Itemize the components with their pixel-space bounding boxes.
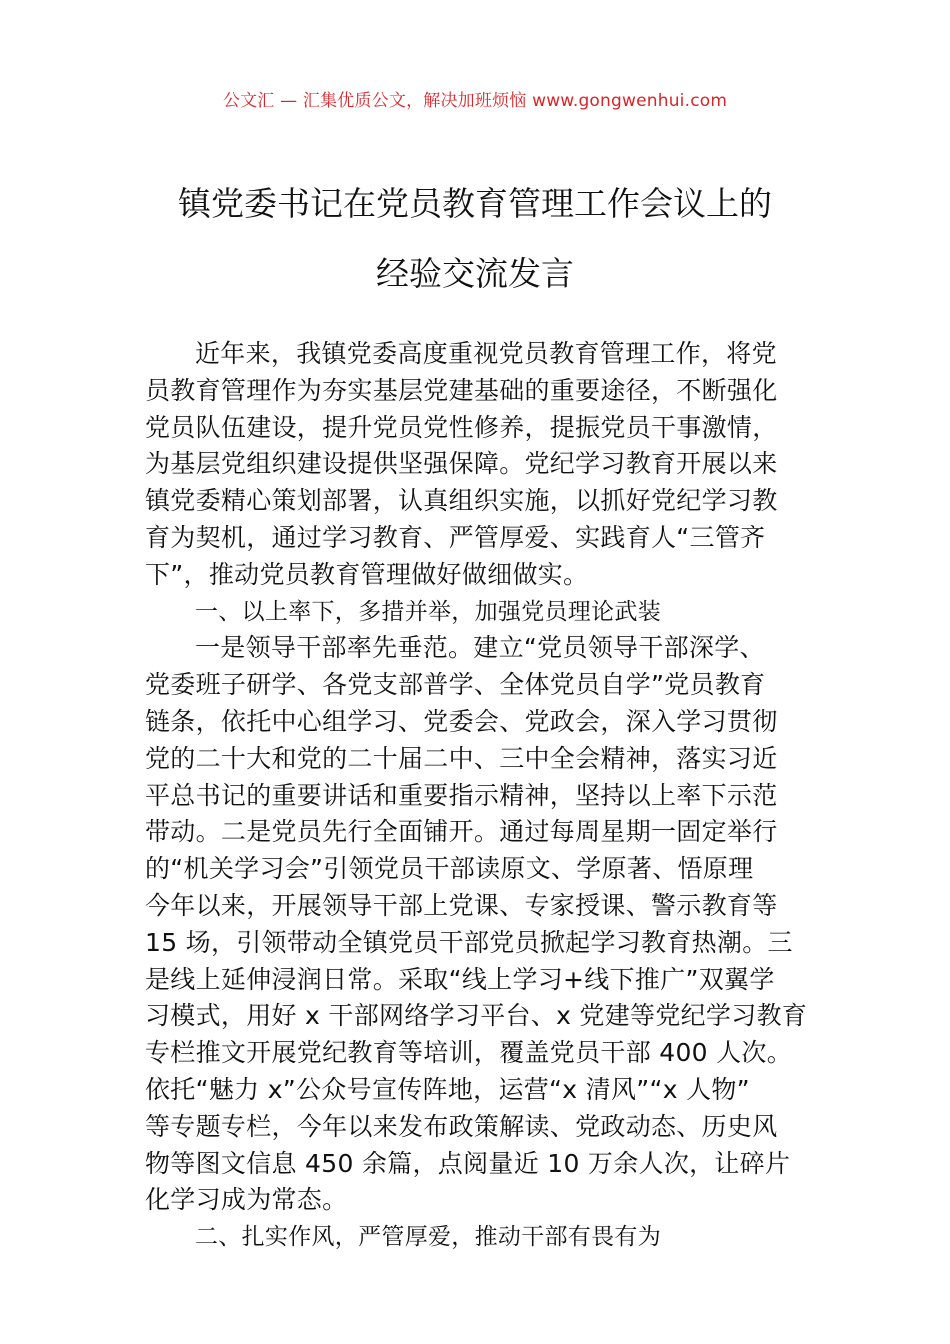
section-heading-1: 一、以上率下，多措并举，加强党员理论武装 — [195, 598, 661, 625]
section-heading-2: 二、扎实作风，严管厚爱，推动干部有畏有为 — [195, 1224, 661, 1251]
paragraph-line: 物等图文信息 450 余篇，点阅量近 10 万余人次，让碎片 — [145, 1148, 791, 1178]
paragraph-line: 平总书记的重要讲话和重要指示精神，坚持以上率下示范 — [145, 780, 778, 810]
paragraph-line: 近年来，我镇党委高度重视党员教育管理工作，将党 — [195, 339, 777, 368]
paragraph-line: 15 场，引领带动全镇党员干部党员掀起学习教育热潮。三 — [145, 927, 793, 957]
paragraph-line: 是线上延伸浸润日常。采取“线上学习+线下推广”双翼学 — [145, 964, 775, 994]
paragraph-line: 今年以来，开展领导干部上党课、专家授课、警示教育等 — [145, 890, 778, 920]
site-header-banner: 公文汇 — 汇集优质公文，解决加班烦恼 www.gongwenhui.com — [222, 91, 728, 111]
paragraph-line: 专栏推文开展党纪教育等培训，覆盖党员干部 400 人次。 — [145, 1038, 793, 1068]
document-title-line-1: 镇党委书记在党员教育管理工作会议上的 — [178, 184, 772, 223]
paragraph-line: 下”，推动党员教育管理做好做细做实。 — [145, 559, 589, 589]
paragraph-line: 习模式，用好 x 干部网络学习平台、x 党建等党纪学习教育 — [145, 1001, 808, 1031]
document-body — [145, 336, 825, 1256]
paragraph-line: 党的二十大和党的二十届二中、三中全会精神，落实习近 — [145, 743, 778, 773]
paragraph-line: 为基层党组织建设提供坚强保障。党纪学习教育开展以来 — [145, 449, 778, 479]
paragraph-line: 化学习成为常态。 — [145, 1185, 348, 1215]
paragraph-line: 等专题专栏，今年以来发布政策解读、党政动态、历史风 — [145, 1111, 778, 1141]
paragraph-line: 员教育管理作为夯实基层党建基础的重要途径，不断强化 — [145, 375, 778, 405]
paragraph-line: 链条，依托中心组学习、党委会、党政会，深入学习贯彻 — [145, 706, 778, 736]
paragraph-line: 党员队伍建设，提升党员党性修养，提振党员干事激情， — [145, 412, 778, 442]
paragraph-line: 镇党委精心策划部署，认真组织实施，以抓好党纪学习教 — [145, 486, 778, 516]
paragraph-line: 的“机关学习会”引领党员干部读原文、学原著、悟原理 — [145, 854, 754, 884]
paragraph-line: 育为契机，通过学习教育、严管厚爱、实践育人“三管齐 — [145, 522, 766, 552]
paragraph-line: 一是领导干部率先垂范。建立“党员领导干部深学、 — [195, 633, 765, 663]
paragraph-line: 依托“魅力 x”公众号宣传阵地，运营“x 清风”“x 人物” — [145, 1074, 750, 1104]
paragraph-line: 党委班子研学、各党支部普学、全体党员自学”党员教育 — [145, 670, 766, 700]
paragraph-line: 带动。二是党员先行全面铺开。通过每周星期一固定举行 — [145, 817, 778, 847]
document-title-line-2: 经验交流发言 — [376, 254, 574, 293]
